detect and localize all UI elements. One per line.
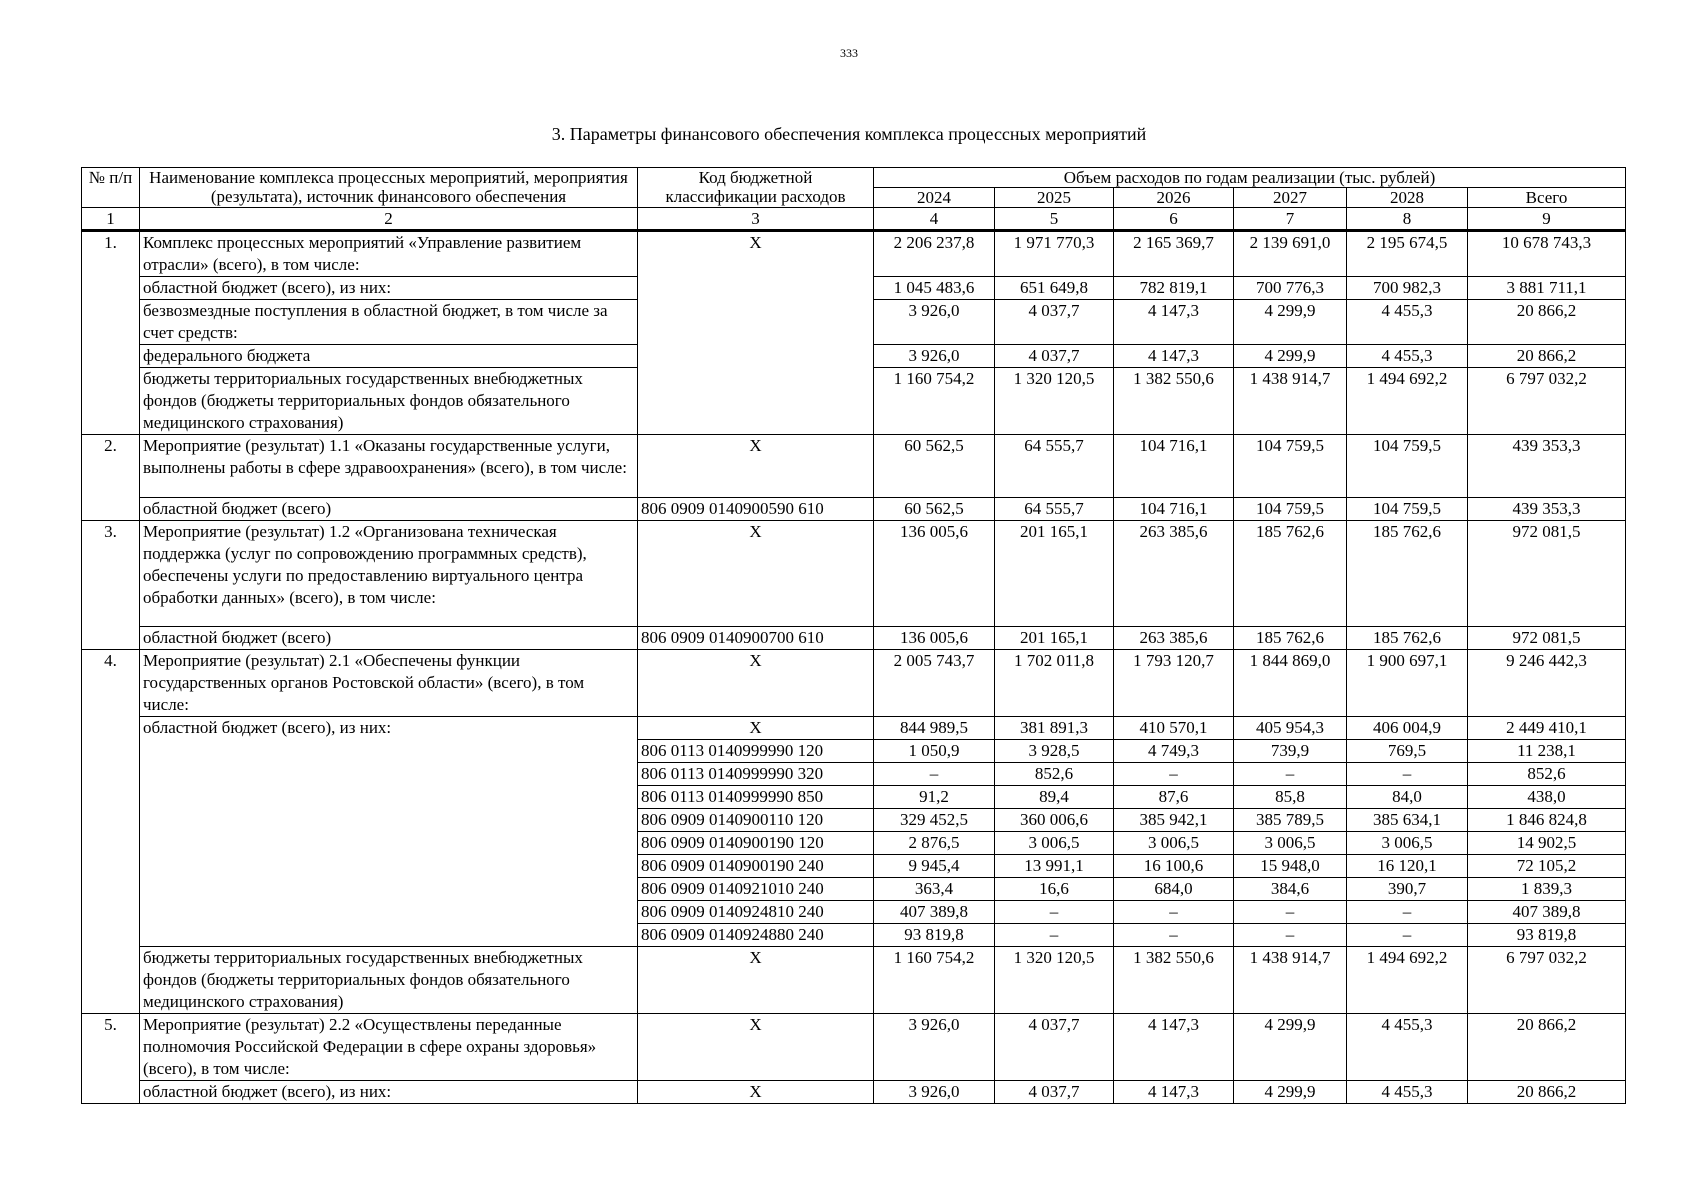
budget-code: 806 0909 0140924880 240	[638, 924, 874, 947]
header-year: 2028	[1347, 188, 1468, 208]
column-index: 3	[638, 208, 874, 231]
value-year: 104 716,1	[1114, 435, 1234, 498]
value-year: 3 006,5	[1347, 832, 1468, 855]
value-year: 2 139 691,0	[1234, 231, 1347, 277]
value-total: 9 246 442,3	[1468, 650, 1626, 717]
value-total: 10 678 743,3	[1468, 231, 1626, 277]
value-year: 2 195 674,5	[1347, 231, 1468, 277]
column-index: 7	[1234, 208, 1347, 231]
value-year: 4 299,9	[1234, 1014, 1347, 1081]
value-year: 64 555,7	[995, 435, 1114, 498]
value-year: 360 006,6	[995, 809, 1114, 832]
value-year: 2 165 369,7	[1114, 231, 1234, 277]
value-year: –	[1234, 901, 1347, 924]
value-year: 1 045 483,6	[874, 277, 995, 300]
row-number: 1.	[82, 231, 140, 435]
column-index: 5	[995, 208, 1114, 231]
header-total: Всего	[1468, 188, 1626, 208]
value-year: 385 942,1	[1114, 809, 1234, 832]
value-year: 104 759,5	[1234, 435, 1347, 498]
value-year: –	[1114, 924, 1234, 947]
header-year: 2025	[995, 188, 1114, 208]
value-year: 410 570,1	[1114, 717, 1234, 740]
value-year: 64 555,7	[995, 498, 1114, 521]
value-year: 104 716,1	[1114, 498, 1234, 521]
budget-code: X	[638, 521, 874, 627]
value-year: 201 165,1	[995, 521, 1114, 627]
header-volume: Объем расходов по годам реализации (тыс. рублей)	[874, 168, 1626, 188]
budget-code: 806 0909 0140900110 120	[638, 809, 874, 832]
document-title: 3. Параметры финансового обеспечения комплекса процессных мероприятий	[551, 124, 1147, 144]
value-year: 185 762,6	[1234, 521, 1347, 627]
value-year: –	[1347, 901, 1468, 924]
budget-code: 806 0909 0140900590 610	[638, 498, 874, 521]
value-year: 87,6	[1114, 786, 1234, 809]
budget-code: X	[638, 650, 874, 717]
value-year: 405 954,3	[1234, 717, 1347, 740]
table-body	[82, 231, 1626, 1104]
budget-code: 806 0909 0140924810 240	[638, 901, 874, 924]
value-total: 438,0	[1468, 786, 1626, 809]
column-index: 4	[874, 208, 995, 231]
header-code: Код бюджетной классификации расходов	[638, 168, 874, 208]
value-year: 185 762,6	[1234, 627, 1347, 650]
budget-code: 806 0909 0140900700 610	[638, 627, 874, 650]
value-year: 263 385,6	[1114, 627, 1234, 650]
value-year: –	[874, 763, 995, 786]
value-year: 1 160 754,2	[874, 368, 995, 435]
row-name: Мероприятие (результат) 1.1 «Оказаны государственные услуги, выполнены работы в сфере здравоохранения» (всего), в том числе:	[140, 435, 638, 498]
budget-code: 806 0113 0140999990 320	[638, 763, 874, 786]
value-year: 2 005 743,7	[874, 650, 995, 717]
row-name: Комплекс процессных мероприятий «Управление развитием отрасли» (всего), в том числе:	[140, 231, 638, 277]
header-row-1	[82, 168, 1626, 188]
value-year: 700 982,3	[1347, 277, 1468, 300]
value-year: 16 100,6	[1114, 855, 1234, 878]
value-year: 4 147,3	[1114, 345, 1234, 368]
value-year: 1 494 692,2	[1347, 368, 1468, 435]
value-year: 739,9	[1234, 740, 1347, 763]
row-name: федерального бюджета	[140, 345, 638, 368]
row-number: 2.	[82, 435, 140, 521]
value-year: 1 320 120,5	[995, 947, 1114, 1014]
row-name: безвозмездные поступления в областной бюджет, в том числе за счет средств:	[140, 300, 638, 345]
value-year: 60 562,5	[874, 498, 995, 521]
value-year: 4 299,9	[1234, 345, 1347, 368]
value-year: 2 206 237,8	[874, 231, 995, 277]
value-year: 201 165,1	[995, 627, 1114, 650]
value-year: 4 749,3	[1114, 740, 1234, 763]
value-year: –	[995, 901, 1114, 924]
table-row	[82, 521, 1626, 627]
row-name: Мероприятие (результат) 1.2 «Организована техническая поддержка (услуг по сопровождению программных средств), обеспечены услуги по предоставлению виртуального центра обработки данных» (всего), в том числе:	[140, 521, 638, 627]
value-total: 852,6	[1468, 763, 1626, 786]
value-year: 3 926,0	[874, 345, 995, 368]
value-year: 385 789,5	[1234, 809, 1347, 832]
value-year: 1 793 120,7	[1114, 650, 1234, 717]
value-total: 20 866,2	[1468, 345, 1626, 368]
value-year: 85,8	[1234, 786, 1347, 809]
table-row	[82, 717, 1626, 740]
value-year: 104 759,5	[1347, 498, 1468, 521]
value-year: –	[1347, 924, 1468, 947]
value-year: 136 005,6	[874, 521, 995, 627]
value-year: 104 759,5	[1347, 435, 1468, 498]
table-row	[82, 627, 1626, 650]
value-year: 1 050,9	[874, 740, 995, 763]
value-total: 20 866,2	[1468, 1014, 1626, 1081]
row-number: 3.	[82, 521, 140, 650]
value-total: 14 902,5	[1468, 832, 1626, 855]
value-year: 1 900 697,1	[1347, 650, 1468, 717]
value-year: 185 762,6	[1347, 627, 1468, 650]
budget-code: 806 0113 0140999990 850	[638, 786, 874, 809]
value-year: 3 926,0	[874, 1014, 995, 1081]
value-year: 1 438 914,7	[1234, 368, 1347, 435]
column-index: 1	[82, 208, 140, 231]
budget-code: X	[638, 435, 874, 498]
value-year: 4 455,3	[1347, 345, 1468, 368]
row-name: областной бюджет (всего), из них:	[140, 1081, 638, 1104]
value-year: 3 926,0	[874, 1081, 995, 1104]
value-year: 684,0	[1114, 878, 1234, 901]
value-year: 4 147,3	[1114, 1081, 1234, 1104]
budget-code: X	[638, 1014, 874, 1081]
value-total: 972 081,5	[1468, 521, 1626, 627]
value-year: 1 438 914,7	[1234, 947, 1347, 1014]
column-index: 9	[1468, 208, 1626, 231]
value-year: 406 004,9	[1347, 717, 1468, 740]
value-year: 4 037,7	[995, 1081, 1114, 1104]
table-row	[82, 947, 1626, 1014]
value-year: 15 948,0	[1234, 855, 1347, 878]
value-year: 84,0	[1347, 786, 1468, 809]
column-index: 6	[1114, 208, 1234, 231]
header-num: № п/п	[82, 168, 140, 208]
value-year: 3 006,5	[995, 832, 1114, 855]
value-year: 4 455,3	[1347, 1081, 1468, 1104]
value-total: 3 881 711,1	[1468, 277, 1626, 300]
value-year: 1 382 550,6	[1114, 947, 1234, 1014]
value-year: 13 991,1	[995, 855, 1114, 878]
value-total: 407 389,8	[1468, 901, 1626, 924]
value-year: 407 389,8	[874, 901, 995, 924]
value-year: 1 382 550,6	[1114, 368, 1234, 435]
header-name: Наименование комплекса процессных мероприятий, мероприятия (результата), источник финансового обеспечения	[140, 168, 638, 208]
column-index: 2	[140, 208, 638, 231]
header-year: 2027	[1234, 188, 1347, 208]
value-year: 93 819,8	[874, 924, 995, 947]
value-year: –	[1114, 901, 1234, 924]
row-name: Мероприятие (результат) 2.1 «Обеспечены функции государственных органов Ростовской области» (всего), в том числе:	[140, 650, 638, 717]
value-year: 782 819,1	[1114, 277, 1234, 300]
value-year: –	[1234, 924, 1347, 947]
value-year: –	[1234, 763, 1347, 786]
budget-code: X	[638, 231, 874, 435]
value-year: 1 320 120,5	[995, 368, 1114, 435]
budget-code: 806 0909 0140921010 240	[638, 878, 874, 901]
value-year: 381 891,3	[995, 717, 1114, 740]
budget-code: 806 0909 0140900190 240	[638, 855, 874, 878]
value-total: 72 105,2	[1468, 855, 1626, 878]
value-year: 4 455,3	[1347, 1014, 1468, 1081]
value-year: 363,4	[874, 878, 995, 901]
value-year: 185 762,6	[1347, 521, 1468, 627]
value-year: 3 928,5	[995, 740, 1114, 763]
value-total: 439 353,3	[1468, 498, 1626, 521]
table-row	[82, 231, 1626, 277]
value-year: –	[995, 924, 1114, 947]
value-year: 4 299,9	[1234, 300, 1347, 345]
header-year: 2024	[874, 188, 995, 208]
row-name: областной бюджет (всего), из них:	[140, 277, 638, 300]
table-row	[82, 1081, 1626, 1104]
value-year: 263 385,6	[1114, 521, 1234, 627]
value-year: 1 702 011,8	[995, 650, 1114, 717]
value-total: 6 797 032,2	[1468, 947, 1626, 1014]
value-year: 4 037,7	[995, 1014, 1114, 1081]
value-year: 4 299,9	[1234, 1081, 1347, 1104]
value-year: 4 037,7	[995, 345, 1114, 368]
value-year: 3 006,5	[1114, 832, 1234, 855]
value-total: 11 238,1	[1468, 740, 1626, 763]
value-year: 700 776,3	[1234, 277, 1347, 300]
value-year: 3 926,0	[874, 300, 995, 345]
value-year: 651 649,8	[995, 277, 1114, 300]
value-year: 385 634,1	[1347, 809, 1468, 832]
column-index-row	[82, 208, 1626, 231]
row-name: Мероприятие (результат) 2.2 «Осуществлены переданные полномочия Российской Федерации в сфере охраны здоровья» (всего), в том числе:	[140, 1014, 638, 1081]
value-year: 4 455,3	[1347, 300, 1468, 345]
value-year: –	[1347, 763, 1468, 786]
value-year: 16,6	[995, 878, 1114, 901]
row-name: областной бюджет (всего), из них:	[140, 717, 638, 947]
table-row	[82, 498, 1626, 521]
page-number: 333	[840, 46, 858, 60]
value-total: 20 866,2	[1468, 300, 1626, 345]
value-total: 6 797 032,2	[1468, 368, 1626, 435]
value-year: –	[1114, 763, 1234, 786]
value-year: 1 844 869,0	[1234, 650, 1347, 717]
value-total: 972 081,5	[1468, 627, 1626, 650]
value-year: 2 876,5	[874, 832, 995, 855]
budget-code: X	[638, 717, 874, 740]
value-total: 1 839,3	[1468, 878, 1626, 901]
header-year: 2026	[1114, 188, 1234, 208]
value-total: 439 353,3	[1468, 435, 1626, 498]
value-year: 1 494 692,2	[1347, 947, 1468, 1014]
value-total: 20 866,2	[1468, 1081, 1626, 1104]
value-year: 4 037,7	[995, 300, 1114, 345]
row-name: бюджеты территориальных государственных внебюджетных фондов (бюджеты территориальных фондов обязательного медицинского страхования)	[140, 368, 638, 435]
table-row	[82, 435, 1626, 498]
table-row	[82, 650, 1626, 717]
value-year: 4 147,3	[1114, 1014, 1234, 1081]
value-year: 3 006,5	[1234, 832, 1347, 855]
value-year: 852,6	[995, 763, 1114, 786]
financing-table	[81, 167, 1626, 1104]
value-total: 2 449 410,1	[1468, 717, 1626, 740]
value-total: 93 819,8	[1468, 924, 1626, 947]
budget-code: X	[638, 947, 874, 1014]
row-number: 4.	[82, 650, 140, 1014]
row-number: 5.	[82, 1014, 140, 1104]
value-year: 60 562,5	[874, 435, 995, 498]
budget-code: 806 0113 0140999990 120	[638, 740, 874, 763]
value-year: 136 005,6	[874, 627, 995, 650]
value-year: 1 160 754,2	[874, 947, 995, 1014]
value-year: 4 147,3	[1114, 300, 1234, 345]
value-year: 844 989,5	[874, 717, 995, 740]
row-name: областной бюджет (всего)	[140, 627, 638, 650]
value-year: 91,2	[874, 786, 995, 809]
value-year: 16 120,1	[1347, 855, 1468, 878]
value-year: 769,5	[1347, 740, 1468, 763]
table-row	[82, 1014, 1626, 1081]
value-year: 89,4	[995, 786, 1114, 809]
row-name: бюджеты территориальных государственных внебюджетных фондов (бюджеты территориальных фондов обязательного медицинского страхования)	[140, 947, 638, 1014]
value-total: 1 846 824,8	[1468, 809, 1626, 832]
column-index: 8	[1347, 208, 1468, 231]
value-year: 390,7	[1347, 878, 1468, 901]
value-year: 329 452,5	[874, 809, 995, 832]
row-name: областной бюджет (всего)	[140, 498, 638, 521]
value-year: 104 759,5	[1234, 498, 1347, 521]
value-year: 1 971 770,3	[995, 231, 1114, 277]
value-year: 9 945,4	[874, 855, 995, 878]
budget-code: 806 0909 0140900190 120	[638, 832, 874, 855]
value-year: 384,6	[1234, 878, 1347, 901]
budget-code: X	[638, 1081, 874, 1104]
